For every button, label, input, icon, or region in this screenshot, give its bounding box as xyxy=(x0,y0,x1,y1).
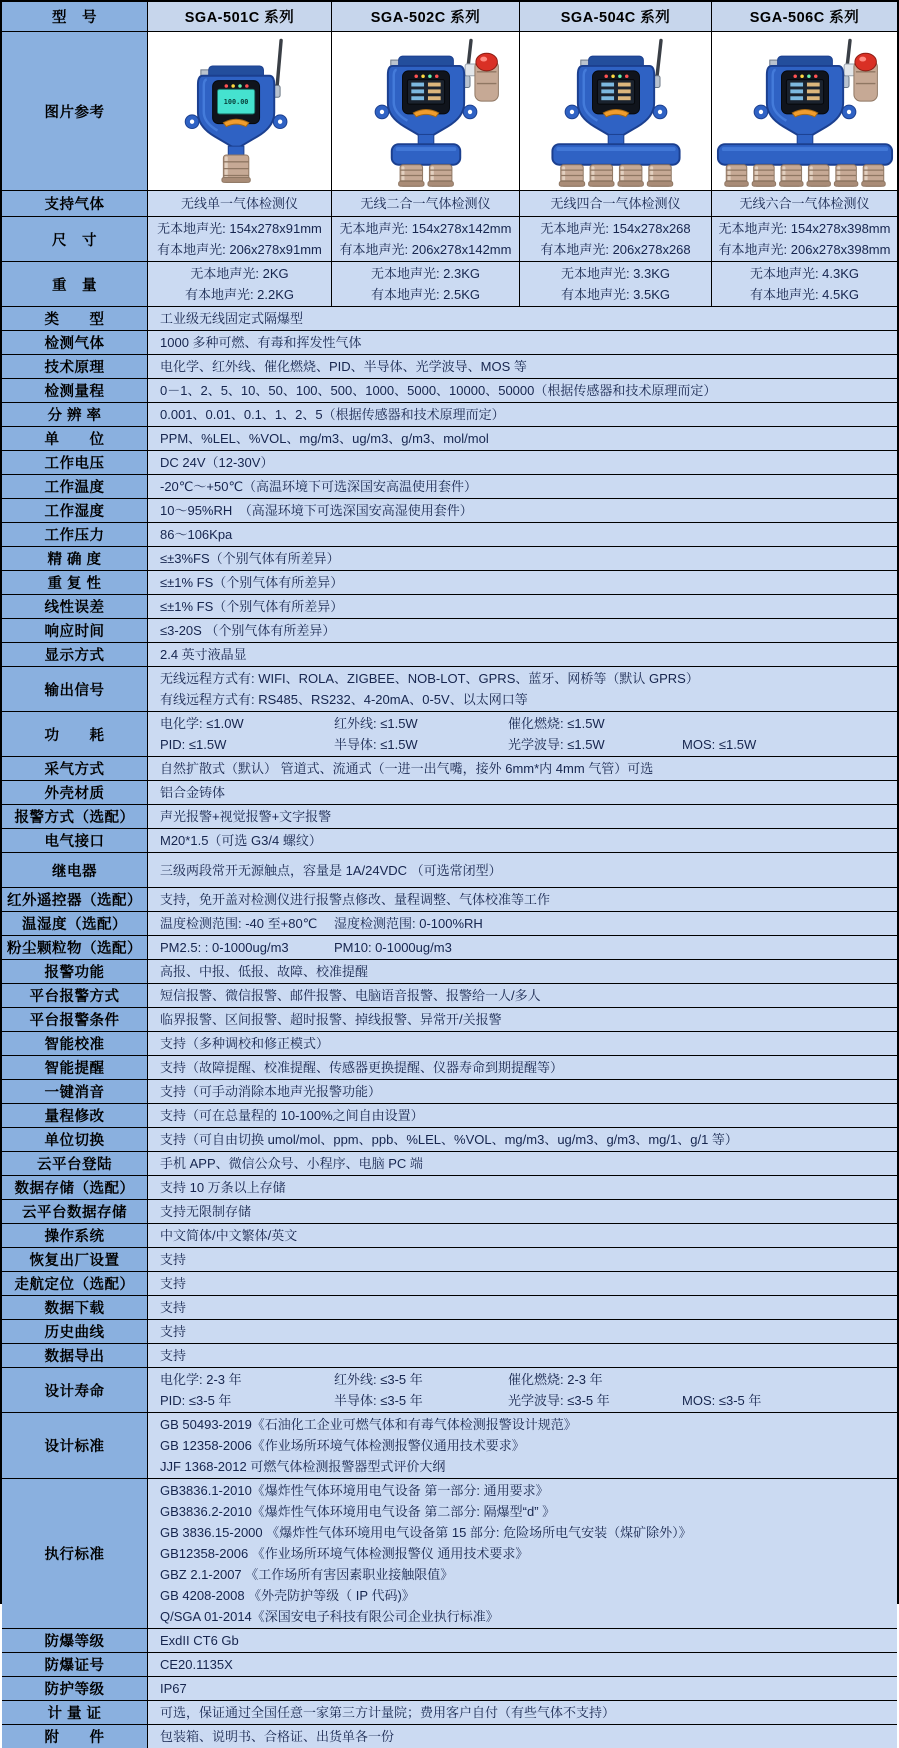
value-line: 无线六合一气体检测仪 xyxy=(739,196,870,211)
value-line: Q/SGA 01-2014《深国安电子科技有限公司企业执行标准》 xyxy=(160,1609,499,1624)
spec-value xyxy=(148,523,897,547)
value-line: 无本地声光: 154x278x91mm xyxy=(157,221,322,236)
value-line: 高报、中报、低报、故障、校准提醒 xyxy=(160,964,369,979)
table-row xyxy=(2,1368,897,1413)
value-line: GB 12358-2006《作业场所环境气体检测报警仪通用技术要求》 xyxy=(160,1438,525,1453)
value-line xyxy=(160,937,885,958)
column-value-3 xyxy=(520,262,712,307)
column-value-1 xyxy=(148,262,332,307)
value-line: 有线远程方式有: RS485、RS232、4-20mA、0-5V、以太网口等 xyxy=(160,692,528,707)
spec-value xyxy=(148,1653,897,1677)
table-row xyxy=(2,331,897,355)
table-row xyxy=(2,1272,897,1296)
value-line: 无本地声光: 4.3KG xyxy=(749,266,860,281)
value-line: ≤±3%FS（个别气体有所差异） xyxy=(160,551,340,566)
table-row xyxy=(2,912,897,936)
row-label: 继电器 xyxy=(2,853,148,888)
value-line: ExdII CT6 Gb xyxy=(160,1633,239,1648)
row-label: 设计标准 xyxy=(2,1413,148,1479)
table-row xyxy=(2,619,897,643)
table-row xyxy=(2,1725,897,1748)
table-row xyxy=(2,1176,897,1200)
value-line: 有本地声光: 206x278x91mm xyxy=(157,242,322,257)
table-row xyxy=(2,355,897,379)
table-row xyxy=(2,451,897,475)
table-row xyxy=(2,1056,897,1080)
spec-value xyxy=(148,829,897,853)
value-line: PPM、%LEL、%VOL、mg/m3、ug/m3、g/m3、mol/mol xyxy=(160,431,489,446)
spec-value xyxy=(148,1080,897,1104)
value-line: GB 4208-2008 《外壳防护等级（ IP 代码)》 xyxy=(160,1588,415,1603)
value-line xyxy=(160,1369,885,1390)
value-line: 无线远程方式有: WIFI、ROLA、ZIGBEE、NOB-LOT、GPRS、蓝牙、网桥等（默认 GPRS） xyxy=(160,671,699,686)
table-row xyxy=(2,307,897,331)
row-label: 计 量 证 xyxy=(2,1701,148,1725)
row-label: 红外遥控器（选配） xyxy=(2,888,148,912)
value-line: 支持 xyxy=(160,1324,187,1339)
table-row xyxy=(2,805,897,829)
table-row xyxy=(2,643,897,667)
spec-value xyxy=(148,667,897,712)
column-value-1 xyxy=(148,191,332,217)
row-label: 防爆证号 xyxy=(2,1653,148,1677)
row-label: 一键消音 xyxy=(2,1080,148,1104)
table-row xyxy=(2,1248,897,1272)
table-row xyxy=(2,427,897,451)
value-line: 有本地声光: 3.5KG xyxy=(560,287,671,302)
table-row xyxy=(2,853,897,888)
value-segment: 电化学: ≤1.0W xyxy=(160,716,244,731)
spec-value xyxy=(148,379,897,403)
spec-value xyxy=(148,451,897,475)
row-label: 数据下载 xyxy=(2,1296,148,1320)
spec-value xyxy=(148,888,897,912)
spec-value xyxy=(148,595,897,619)
row-label: 检测量程 xyxy=(2,379,148,403)
spec-value xyxy=(148,427,897,451)
row-label: 附 件 xyxy=(2,1725,148,1748)
value-line: 2.4 英寸液晶显 xyxy=(160,647,247,662)
spec-value xyxy=(148,547,897,571)
row-label: 云平台登陆 xyxy=(2,1152,148,1176)
row-label: 平台报警方式 xyxy=(2,984,148,1008)
value-line: 短信报警、微信报警、邮件报警、电脑语音报警、报警给一人/多人 xyxy=(160,988,541,1003)
sga-501c-detector-image xyxy=(150,32,330,190)
value-line: 10～95%RH （高湿环境下可选深国安高湿使用套件） xyxy=(160,503,473,518)
table-row xyxy=(2,757,897,781)
table-row xyxy=(2,2,897,32)
row-label: 尺 寸 xyxy=(2,217,148,262)
value-line: 手机 APP、微信公众号、小程序、电脑 PC 端 xyxy=(160,1156,423,1171)
value-line: 有本地声光: 206x278x142mm xyxy=(339,242,512,257)
spec-table-body xyxy=(2,2,897,1748)
value-line: 支持（可自由切换 umol/mol、ppm、ppb、%LEL、%VOL、mg/m3、ug/m3、g/m3、mg/1、g/1 等） xyxy=(160,1132,738,1147)
spec-value xyxy=(148,1725,897,1748)
row-label: 类 型 xyxy=(2,307,148,331)
value-line: ≤3-20S （个别气体有所差异） xyxy=(160,623,336,638)
value-line: 支持 xyxy=(160,1276,187,1291)
spec-value xyxy=(148,355,897,379)
table-row xyxy=(2,1200,897,1224)
value-segment: 催化燃烧: 2-3 年 xyxy=(508,1372,603,1387)
value-line: 支持 xyxy=(160,1300,187,1315)
value-segment: PM10: 0-1000ug/m3 xyxy=(334,940,452,955)
value-line: 工业级无线固定式隔爆型 xyxy=(160,311,304,326)
sga-504c-detector-image xyxy=(526,32,706,190)
spec-value xyxy=(148,936,897,960)
model-header-3: SGA-504C 系列 xyxy=(520,2,712,32)
table-row xyxy=(2,1320,897,1344)
value-line: 有本地声光: 206x278x398mm xyxy=(718,242,891,257)
spec-value xyxy=(148,1272,897,1296)
table-row xyxy=(2,571,897,595)
table-row xyxy=(2,547,897,571)
value-line: 中文简体/中文繁体/英文 xyxy=(160,1228,298,1243)
table-row xyxy=(2,829,897,853)
value-line: 无本地声光: 154x278x398mm xyxy=(718,221,891,236)
table-row xyxy=(2,1224,897,1248)
value-segment: 温度检测范围: -40 至+80℃ xyxy=(160,916,318,931)
row-label: 单位切换 xyxy=(2,1128,148,1152)
row-label: 电气接口 xyxy=(2,829,148,853)
value-line xyxy=(160,713,885,734)
value-line: 支持（故障提醒、校准提醒、传感器更换提醒、仪器寿命到期提醒等） xyxy=(160,1060,564,1075)
image-row-label: 图片参考 xyxy=(2,32,148,191)
value-line: 0.001、0.01、0.1、1、2、5（根据传感器和技术原理而定） xyxy=(160,407,505,422)
column-value-3 xyxy=(520,217,712,262)
table-row xyxy=(2,1032,897,1056)
value-line: 支持无限制存储 xyxy=(160,1204,252,1219)
row-label: 检测气体 xyxy=(2,331,148,355)
row-label: 恢复出厂设置 xyxy=(2,1248,148,1272)
table-row xyxy=(2,936,897,960)
table-row xyxy=(2,960,897,984)
sga-502c-detector-image xyxy=(336,32,516,190)
value-line: 自然扩散式（默认） 管道式、流通式（一进一出气嘴，接外 6mm*内 4mm 气管）可选 xyxy=(160,761,654,776)
sga-501c-detector-image-cell xyxy=(148,32,332,191)
spec-value xyxy=(148,757,897,781)
spec-value xyxy=(148,499,897,523)
spec-value xyxy=(148,1176,897,1200)
column-value-4 xyxy=(712,191,897,217)
table-row xyxy=(2,1152,897,1176)
spec-value xyxy=(148,1629,897,1653)
column-value-2 xyxy=(332,217,520,262)
spec-value xyxy=(148,960,897,984)
value-line xyxy=(160,913,885,934)
value-line: JJF 1368-2012 可燃气体检测报警器型式评价大纲 xyxy=(160,1459,446,1474)
value-line: GB 50493-2019《石油化工企业可燃气体和有毒气体检测报警设计规范》 xyxy=(160,1417,577,1432)
table-row xyxy=(2,1008,897,1032)
spec-value xyxy=(148,619,897,643)
table-row xyxy=(2,32,897,191)
value-line: 1000 多种可燃、有毒和挥发性气体 xyxy=(160,335,362,350)
row-label: 精 确 度 xyxy=(2,547,148,571)
value-line: 支持 10 万条以上存储 xyxy=(160,1180,286,1195)
value-line xyxy=(160,734,885,755)
spec-value xyxy=(148,1056,897,1080)
value-line: 临界报警、区间报警、超时报警、掉线报警、异常开/关报警 xyxy=(160,1012,502,1027)
spec-value xyxy=(148,1128,897,1152)
value-line: ≤±1% FS（个别气体有所差异） xyxy=(160,575,344,590)
value-line: 86～106Kpa xyxy=(160,527,233,542)
row-label: 单 位 xyxy=(2,427,148,451)
value-segment: 红外线: ≤3-5 年 xyxy=(334,1372,423,1387)
row-label: 操作系统 xyxy=(2,1224,148,1248)
table-row xyxy=(2,1128,897,1152)
spec-value xyxy=(148,1248,897,1272)
value-segment: PM2.5: : 0-1000ug/m3 xyxy=(160,940,289,955)
spec-value xyxy=(148,1479,897,1629)
value-line: 无本地声光: 2KG xyxy=(190,266,289,281)
value-segment: MOS: ≤3-5 年 xyxy=(682,1393,762,1408)
value-line: 三级两段常开无源触点，容量是 1A/24VDC （可选常闭型） xyxy=(160,862,502,878)
svg-text:100.00: 100.00 xyxy=(223,98,248,107)
value-segment: 光学波导: ≤1.5W xyxy=(508,737,605,752)
table-row xyxy=(2,984,897,1008)
table-row xyxy=(2,262,897,307)
column-value-1 xyxy=(148,217,332,262)
sga-506c-detector-image-cell xyxy=(712,32,897,191)
spec-value xyxy=(148,1152,897,1176)
value-segment: 电化学: 2-3 年 xyxy=(160,1372,242,1387)
value-line: GB3836.1-2010《爆炸性气体环境用电气设备 第一部分: 通用要求》 xyxy=(160,1483,549,1498)
row-label: 技术原理 xyxy=(2,355,148,379)
spec-value xyxy=(148,1320,897,1344)
value-segment: 半导体: ≤3-5 年 xyxy=(334,1393,423,1408)
row-label: 支持气体 xyxy=(2,191,148,217)
table-row xyxy=(2,1677,897,1701)
row-label: 功 耗 xyxy=(2,712,148,757)
value-segment: PID: ≤1.5W xyxy=(160,737,227,752)
spec-value xyxy=(148,805,897,829)
spec-value xyxy=(148,1224,897,1248)
table-row xyxy=(2,781,897,805)
row-label: 走航定位（选配） xyxy=(2,1272,148,1296)
spec-value xyxy=(148,1413,897,1479)
value-segment: 湿度检测范围: 0-100%RH xyxy=(334,916,483,931)
spec-value xyxy=(148,912,897,936)
row-label: 工作湿度 xyxy=(2,499,148,523)
spec-value xyxy=(148,571,897,595)
value-segment: 催化燃烧: ≤1.5W xyxy=(508,716,605,731)
row-label: 平台报警条件 xyxy=(2,1008,148,1032)
row-label: 温湿度（选配） xyxy=(2,912,148,936)
value-line: 有本地声光: 2.2KG xyxy=(184,287,295,302)
value-line: 无本地声光: 3.3KG xyxy=(560,266,671,281)
value-line: DC 24V（12-30V） xyxy=(160,455,274,470)
value-segment: 光学波导: ≤3-5 年 xyxy=(508,1393,610,1408)
value-line: CE20.1135X xyxy=(160,1657,233,1672)
value-line: 有本地声光: 206x278x268 xyxy=(540,242,691,257)
value-line: 电化学、红外线、催化燃烧、PID、半导体、光学波导、MOS 等 xyxy=(160,359,527,374)
spec-value xyxy=(148,1200,897,1224)
value-line: 支持（可在总量程的 10-100%之间自由设置） xyxy=(160,1108,424,1123)
value-line: 支持，免开盖对检测仪进行报警点修改、量程调整、气体校准等工作 xyxy=(160,892,551,907)
table-row xyxy=(2,888,897,912)
table-row xyxy=(2,712,897,757)
table-row xyxy=(2,1653,897,1677)
table-row xyxy=(2,379,897,403)
table-row xyxy=(2,403,897,427)
row-label: 响应时间 xyxy=(2,619,148,643)
row-label: 执行标准 xyxy=(2,1479,148,1629)
value-line: GB 3836.15-2000 《爆炸性气体环境用电气设备第 15 部分: 危险场所电气安装（煤矿除外）》 xyxy=(160,1525,692,1540)
row-label: 报警功能 xyxy=(2,960,148,984)
row-label: 工作压力 xyxy=(2,523,148,547)
value-segment: 红外线: ≤1.5W xyxy=(334,716,418,731)
column-value-2 xyxy=(332,191,520,217)
row-label: 分 辨 率 xyxy=(2,403,148,427)
row-label: 设计寿命 xyxy=(2,1368,148,1413)
row-label: 粉尘颗粒物（选配） xyxy=(2,936,148,960)
value-line: 无本地声光: 154x278x268 xyxy=(540,221,691,236)
spec-value xyxy=(148,331,897,355)
table-row xyxy=(2,1479,897,1629)
row-label: 智能提醒 xyxy=(2,1056,148,1080)
column-value-3 xyxy=(520,191,712,217)
column-value-4 xyxy=(712,217,897,262)
row-label: 工作电压 xyxy=(2,451,148,475)
table-row xyxy=(2,1080,897,1104)
spec-value xyxy=(148,307,897,331)
row-label: 量程修改 xyxy=(2,1104,148,1128)
value-line: GBZ 2.1-2007 《工作场所有害因素职业接触限值》 xyxy=(160,1567,454,1582)
spec-value xyxy=(148,1104,897,1128)
value-segment: PID: ≤3-5 年 xyxy=(160,1393,232,1408)
value-line: GB3836.2-2010《爆炸性气体环境用电气设备 第二部分: 隔爆型“d” 》 xyxy=(160,1504,556,1519)
value-line: 无线四合一气体检测仪 xyxy=(550,196,681,211)
value-line: 支持 xyxy=(160,1348,187,1363)
value-line xyxy=(160,1390,885,1411)
table-row xyxy=(2,499,897,523)
spec-value xyxy=(148,1008,897,1032)
sga-502c-detector-image-cell xyxy=(332,32,520,191)
value-line: 支持（可手动消除本地声光报警功能） xyxy=(160,1084,382,1099)
model-header-4: SGA-506C 系列 xyxy=(712,2,897,32)
value-line: 无线二合一气体检测仪 xyxy=(360,196,491,211)
spec-value xyxy=(148,1296,897,1320)
spec-value xyxy=(148,475,897,499)
value-line: 声光报警+视觉报警+文字报警 xyxy=(160,809,332,824)
value-line: 无本地声光: 154x278x142mm xyxy=(339,221,512,236)
value-line: 支持（多种调校和修正模式） xyxy=(160,1036,330,1051)
value-line: 有本地声光: 2.5KG xyxy=(370,287,481,302)
spec-value xyxy=(148,781,897,805)
column-value-4 xyxy=(712,262,897,307)
row-label: 重 复 性 xyxy=(2,571,148,595)
spec-value xyxy=(148,1032,897,1056)
table-row xyxy=(2,523,897,547)
spec-value xyxy=(148,984,897,1008)
value-line: M20*1.5（可选 G3/4 螺纹） xyxy=(160,833,322,848)
spec-value xyxy=(148,1677,897,1701)
sga-504c-detector-image-cell xyxy=(520,32,712,191)
sga-506c-detector-image xyxy=(715,32,895,190)
spec-value xyxy=(148,403,897,427)
value-line: 支持 xyxy=(160,1252,187,1267)
table-row xyxy=(2,1629,897,1653)
row-label: 报警方式（选配） xyxy=(2,805,148,829)
row-label: 数据存储（选配） xyxy=(2,1176,148,1200)
row-label: 云平台数据存储 xyxy=(2,1200,148,1224)
table-row xyxy=(2,1413,897,1479)
table-row xyxy=(2,217,897,262)
value-line: 无线单一气体检测仪 xyxy=(180,196,298,211)
spec-value xyxy=(148,1344,897,1368)
value-line: 可选，保证通过全国任意一家第三方计量院；费用客户自付（有些气体不支持） xyxy=(160,1705,616,1720)
table-row xyxy=(2,1701,897,1725)
row-label: 历史曲线 xyxy=(2,1320,148,1344)
row-label: 线性误差 xyxy=(2,595,148,619)
row-label: 重 量 xyxy=(2,262,148,307)
spec-value xyxy=(148,643,897,667)
row-label: 采气方式 xyxy=(2,757,148,781)
table-row xyxy=(2,595,897,619)
value-line: GB12358-2006 《作业场所环境气体检测报警仪 通用技术要求》 xyxy=(160,1546,529,1561)
value-line: 铝合金铸体 xyxy=(160,785,226,800)
table-row xyxy=(2,667,897,712)
spec-value xyxy=(148,1701,897,1725)
row-label: 防护等级 xyxy=(2,1677,148,1701)
column-value-2 xyxy=(332,262,520,307)
row-label: 数据导出 xyxy=(2,1344,148,1368)
row-label: 工作温度 xyxy=(2,475,148,499)
spec-value xyxy=(148,712,897,757)
row-label: 显示方式 xyxy=(2,643,148,667)
spec-value xyxy=(148,853,897,888)
value-line: 包装箱、说明书、合格证、出货单各一份 xyxy=(160,1729,395,1744)
table-row xyxy=(2,1296,897,1320)
value-segment: 半导体: ≤1.5W xyxy=(334,737,418,752)
value-line: 有本地声光: 4.5KG xyxy=(749,287,860,302)
model-row-label: 型 号 xyxy=(2,2,148,32)
value-segment: MOS: ≤1.5W xyxy=(682,737,757,752)
table-row xyxy=(2,1104,897,1128)
row-label: 外壳材质 xyxy=(2,781,148,805)
value-line: 无本地声光: 2.3KG xyxy=(370,266,481,281)
model-header-1: SGA-501C 系列 xyxy=(148,2,332,32)
table-row xyxy=(2,191,897,217)
row-label: 智能校准 xyxy=(2,1032,148,1056)
spec-value xyxy=(148,1368,897,1413)
value-line: -20℃～+50℃（高温环境下可选深国安高温使用套件） xyxy=(160,479,478,494)
value-line: 0－1、2、5、10、50、100、500、1000、5000、10000、50000（根据传感器和技术原理而定） xyxy=(160,383,717,398)
row-label: 输出信号 xyxy=(2,667,148,712)
value-line: ≤±1% FS（个别气体有所差异） xyxy=(160,599,344,614)
value-line: IP67 xyxy=(160,1681,187,1696)
row-label: 防爆等级 xyxy=(2,1629,148,1653)
table-row xyxy=(2,475,897,499)
table-row xyxy=(2,1344,897,1368)
model-header-2: SGA-502C 系列 xyxy=(332,2,520,32)
